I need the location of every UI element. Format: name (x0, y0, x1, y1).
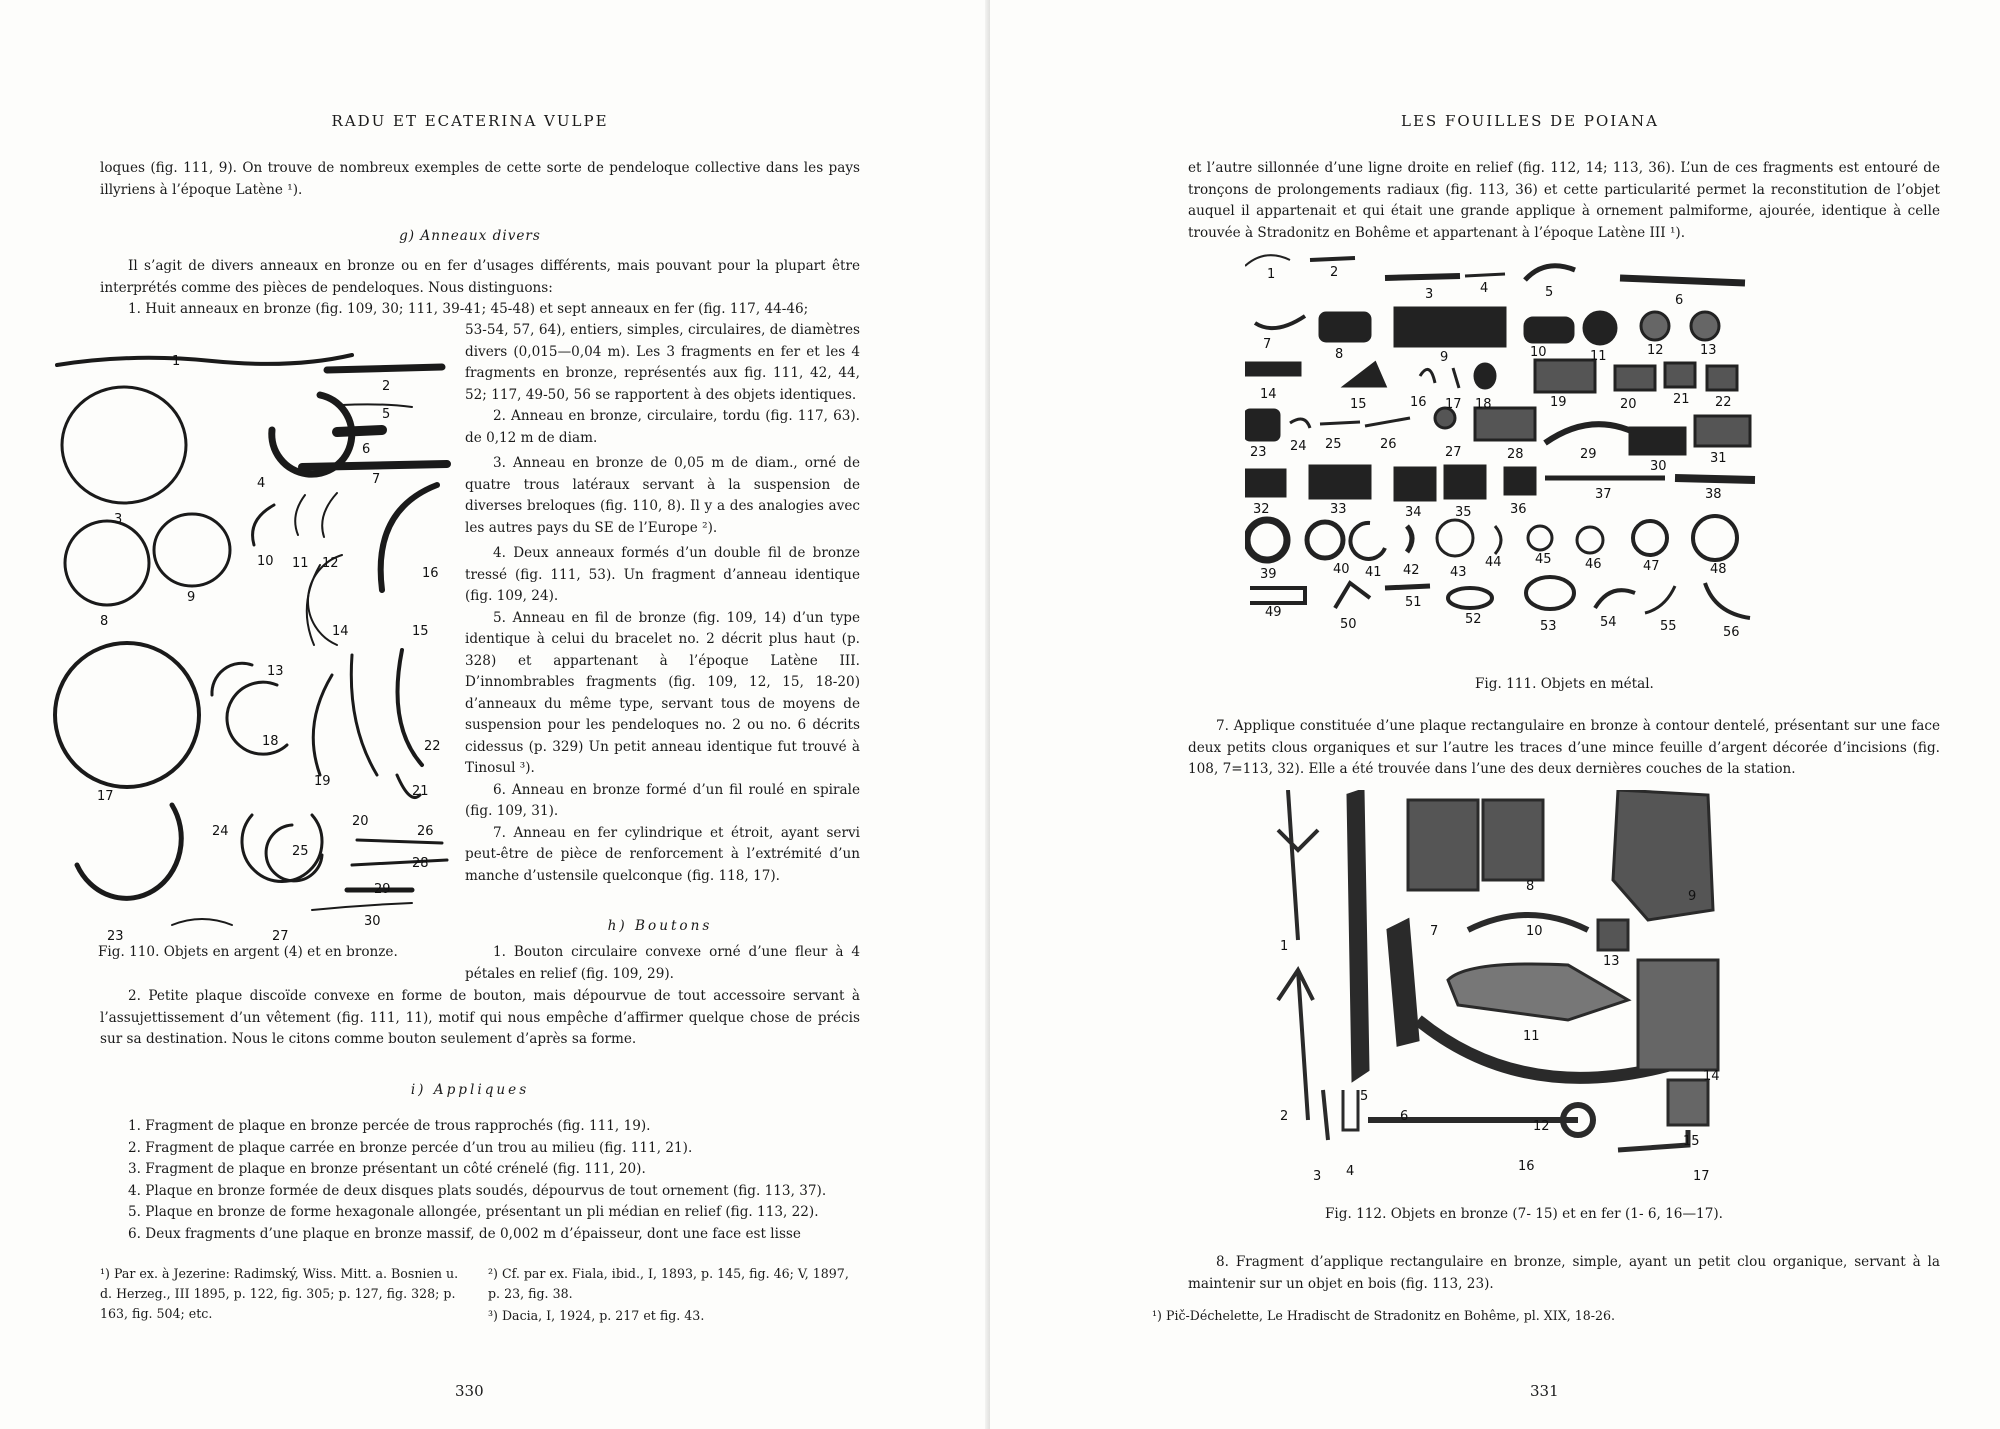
fig111-label: 26 (1380, 437, 1397, 452)
fig111-object-42 (1407, 526, 1412, 552)
fig110-label: 29 (374, 882, 391, 897)
fig112-object-5 (1348, 790, 1368, 1080)
fig110-labels (97, 354, 441, 944)
i-item-2: 2. Fragment de plaque carrée en bronze percée d’un trou au milieu (fig. 111, 21). (128, 1139, 693, 1156)
h-item-1-block (465, 942, 860, 985)
fig110-label: 28 (412, 856, 429, 871)
fig110-object-11 (295, 495, 305, 535)
fig111-label: 47 (1643, 559, 1660, 574)
fig111-label: 20 (1620, 397, 1637, 412)
fig111-label: 34 (1405, 505, 1422, 520)
fig112-object-9 (1613, 790, 1713, 920)
left-intro-text: loques (fig. 111, 9). On trouve de nombreux exemples de cette sorte de pendeloque collective dans les pays illyriens à l’époque Latène ¹). (100, 160, 860, 198)
right-item-7-block (1188, 716, 1940, 781)
fig111-caption: Fig. 111. Objets en métal. (1475, 676, 1654, 692)
fig111-object-46 (1577, 527, 1603, 553)
fig111-object-2 (1310, 258, 1355, 260)
fig111-label: 53 (1540, 619, 1557, 634)
fig110-object-17 (55, 643, 199, 787)
fig111-object-51 (1385, 586, 1430, 588)
fig111-object-36 (1505, 468, 1535, 494)
fig112-object-1 (1278, 790, 1318, 940)
fig111-label: 48 (1710, 562, 1727, 577)
left-footnote-1: ¹) Par ex. à Jezerine: Radimský, Wiss. Mitt. a. Bosnien u. d. Herzeg., III 1895, p. 122, fig. 305; p. 127, fig. 328; p. 163, fig. 504; etc. (100, 1266, 459, 1321)
fig111-label: 1 (1267, 267, 1276, 282)
fig111-label: 12 (1647, 343, 1664, 358)
fig111-label: 40 (1333, 562, 1350, 577)
fig110-object-26 (357, 840, 442, 843)
fig111-object-16 (1420, 369, 1435, 383)
right-item-8: 8. Fragment d’applique rectangulaire en bronze, simple, ayant un petit clou organique, servant à la maintenir sur un objet en bois (fig. 113, 23). (1188, 1254, 1940, 1292)
fig111-object-32 (1245, 470, 1285, 496)
fig112-label: 7 (1430, 924, 1439, 939)
i-item-5: 5. Plaque en bronze de forme hexagonale allongée, présentant un pli médian en relief (fig. 113, 22). (128, 1204, 819, 1220)
fig110-object-30 (312, 903, 412, 910)
fig111-object-13 (1691, 312, 1719, 340)
right-item-7: 7. Applique constituée d’une plaque rectangulaire en bronze à contour dentelé, présentant sur une face deux petits clous organiques et sur l’autre les traces d’une mince feuille d’argent décorée d’incisions (fig. 108, 7=113, 32). Elle a été trouvée dans l’une des deux dernières couches de la station. (1188, 718, 1940, 777)
fig112-object-8 (1483, 800, 1543, 880)
fig111-object-24 (1290, 419, 1310, 428)
fig111-label: 4 (1480, 281, 1489, 296)
fig112-label: 13 (1603, 954, 1620, 969)
fig112-label: 11 (1523, 1029, 1540, 1044)
i-item-4: 4. Plaque en bronze formée de deux disques plats soudés, dépourvus de tout ornement (fig. 113, 37). (128, 1182, 827, 1199)
fig111-object-14 (1245, 363, 1300, 375)
fig110-object-27 (172, 919, 232, 925)
fig111-label: 11 (1590, 349, 1607, 364)
fig110-caption: Fig. 110. Objets en argent (4) et en bronze. (98, 944, 398, 960)
fig111-object-12 (1641, 312, 1669, 340)
fig112-object-14 (1638, 960, 1718, 1070)
fig110-label: 2 (382, 379, 391, 394)
fig111-label: 36 (1510, 502, 1527, 517)
i-item-3: 3. Fragment de plaque en bronze présentant un côté crénelé (fig. 111, 20). (128, 1161, 646, 1177)
fig111-label: 24 (1290, 439, 1307, 454)
fig111-label: 10 (1530, 345, 1547, 360)
right-footnote-1: ¹) Pič-Déchelette, Le Hradischt de Stradonitz en Bohême, pl. XIX, 18-26. (1152, 1308, 1616, 1323)
fig111-object-33 (1310, 466, 1370, 498)
fig111-label: 27 (1445, 445, 1462, 460)
fig112-label: 12 (1533, 1119, 1550, 1134)
g-item-1-cont: 53-54, 57, 64), entiers, simples, circulaires, de diamètres divers (0,015—0,04 m). Les 3 fragments en fer et les 4 fragments en bronze, représentés aux fig. 111, 42, 44, 52; 117, 49-50, 56 se rapportent à des objets identiques. (465, 322, 860, 403)
fig111-object-20 (1615, 366, 1655, 390)
fig111-object-18 (1475, 364, 1495, 388)
i-item-1: 1. Fragment de plaque en bronze percée de trous rapprochés (fig. 111, 19). (128, 1118, 651, 1134)
fig111-label: 25 (1325, 437, 1342, 452)
fig110-label: 20 (352, 814, 369, 829)
fig110-label: 25 (292, 844, 309, 859)
fig111-object-5 (1525, 266, 1575, 280)
fig111-label: 32 (1253, 502, 1270, 517)
fig111-object-6 (1620, 278, 1745, 283)
fig111-object-35 (1445, 466, 1485, 498)
fig111-object-50 (1335, 583, 1370, 608)
right-intro-paragraph (1188, 158, 1940, 244)
fig111-object-31 (1695, 416, 1750, 446)
fig111-object-48 (1693, 516, 1737, 560)
fig111-label: 50 (1340, 617, 1357, 632)
fig111-object-54 (1595, 590, 1635, 608)
fig111-label: 49 (1265, 605, 1282, 620)
g-item-4: 4. Deux anneaux formés d’un double fil de bronze tressé (fig. 111, 53). Un fragment d’anneau identique (fig. 109, 24). (465, 545, 860, 604)
fig110-object-28 (352, 860, 447, 865)
fig112-object-11 (1448, 964, 1628, 1020)
figure-111-plate (1245, 248, 1765, 668)
fig111-label: 41 (1365, 565, 1382, 580)
fig111-label: 51 (1405, 595, 1422, 610)
fig111-label: 56 (1723, 625, 1740, 640)
fig111-label: 54 (1600, 615, 1617, 630)
fig112-label: 17 (1693, 1169, 1710, 1184)
fig110-label: 22 (424, 739, 441, 754)
right-running-head: LES FOUILLES DE POIANA (1401, 112, 1659, 130)
fig111-label: 31 (1710, 451, 1727, 466)
fig111-label: 55 (1660, 619, 1677, 634)
fig111-object-45 (1528, 526, 1552, 550)
fig110-label: 21 (412, 784, 429, 799)
fig111-object-8 (1320, 313, 1370, 341)
fig111-label: 6 (1675, 293, 1684, 308)
fig110-label: 19 (314, 774, 331, 789)
fig111-label: 45 (1535, 552, 1552, 567)
fig111-object-53 (1526, 577, 1574, 609)
fig111-object-11 (1584, 312, 1616, 344)
fig112-label: 16 (1518, 1159, 1535, 1174)
fig110-label: 24 (212, 824, 229, 839)
fig112-label: 15 (1683, 1134, 1700, 1149)
fig111-object-55 (1645, 586, 1675, 613)
fig110-label: 8 (100, 614, 109, 629)
fig111-label: 46 (1585, 557, 1602, 572)
fig111-label: 22 (1715, 395, 1732, 410)
g-item-1-start: 1. Huit anneaux en bronze (fig. 109, 30; 111, 39-41; 45-48) et sept anneaux en fer (fig. 117, 44-46; (128, 301, 809, 317)
fig110-object-5 (342, 404, 412, 407)
fig112-object-2 (1278, 970, 1313, 1120)
fig110-object-3 (62, 387, 186, 503)
fig111-object-3 (1385, 276, 1460, 278)
fig110-label: 16 (422, 566, 439, 581)
fig110-label: 1 (172, 354, 181, 369)
fig110-label: 12 (322, 556, 339, 571)
fig111-object-38 (1675, 478, 1755, 480)
h-item-2-block (100, 986, 860, 1051)
fig110-object-24 (242, 815, 322, 881)
fig110-label: 17 (97, 789, 114, 804)
fig111-object-10 (1525, 318, 1573, 342)
fig111-label: 43 (1450, 565, 1467, 580)
fig112-object-6 (1388, 920, 1418, 1045)
fig110-label: 13 (267, 664, 284, 679)
section-h-title: h) Boutons (607, 918, 713, 934)
fig110-object-9 (154, 514, 230, 586)
fig111-label: 15 (1350, 397, 1367, 412)
g-item-2: 2. Anneau en bronze, circulaire, tordu (fig. 117, 63). de 0,12 m de diam. (465, 408, 860, 446)
fig111-label: 2 (1330, 265, 1339, 280)
fig110-label: 5 (382, 407, 391, 422)
fig110-label: 10 (257, 554, 274, 569)
fig111-label: 21 (1673, 392, 1690, 407)
fig110-label: 7 (372, 472, 381, 487)
fig112-object-3 (1323, 1090, 1328, 1140)
fig111-object-44 (1495, 526, 1501, 554)
fig111-label: 8 (1335, 347, 1344, 362)
fig110-label: 27 (272, 929, 289, 944)
right-page (990, 0, 2000, 1429)
left-page (0, 0, 990, 1429)
fig111-label: 13 (1700, 343, 1717, 358)
fig111-object-25 (1320, 422, 1360, 424)
fig111-object-22 (1707, 366, 1737, 390)
fig112-object-7 (1408, 800, 1478, 890)
fig111-label: 5 (1545, 285, 1554, 300)
fig112-label: 3 (1313, 1169, 1322, 1184)
fig110-object-20 (351, 655, 377, 775)
left-running-head: RADU ET ECATERINA VULPE (331, 112, 609, 130)
fig111-object-1 (1245, 255, 1290, 266)
fig111-label: 16 (1410, 395, 1427, 410)
fig110-object-6 (337, 430, 382, 432)
fig110-object-13 (212, 663, 252, 695)
fig111-object-47 (1633, 521, 1667, 555)
fig111-label: 29 (1580, 447, 1597, 462)
h-item-2: 2. Petite plaque discoïde convexe en forme de bouton, mais dépourvue de tout accessoire servant à l’assujettissement d’un vêtement (fig. 111, 11), motif qui nous empêche d’affirmer quelque chose de précis sur sa destination. Nous le citons comme bouton seulement d’après sa forme. (100, 988, 860, 1047)
fig111-label: 3 (1425, 287, 1434, 302)
fig111-object-34 (1395, 468, 1435, 500)
section-i-list (100, 1116, 860, 1245)
fig110-label: 15 (412, 624, 429, 639)
g-item-7: 7. Anneau en fer cylindrique et étroit, ayant servi peut-être de pièce de renforcement à l’extrémité d’un manche d’ustensile quelconque (fig. 118, 17). (465, 824, 860, 884)
fig111-object-43 (1437, 520, 1473, 556)
figure-112-plate (1268, 790, 1728, 1200)
figure-110-plate (52, 345, 452, 945)
left-intro-paragraph (100, 158, 860, 201)
fig111-label: 44 (1485, 555, 1502, 570)
fig111-object-49 (1250, 588, 1305, 603)
fig110-label: 3 (114, 512, 123, 527)
fig111-object-39 (1247, 520, 1287, 560)
fig111-label: 17 (1445, 397, 1462, 412)
fig111-label: 18 (1475, 397, 1492, 412)
fig111-object-4 (1465, 274, 1505, 276)
left-footnote-2: ²) Cf. par ex. Fiala, ibid., I, 1893, p. 145, fig. 46; V, 1897, p. 23, fig. 38. (488, 1266, 849, 1301)
fig111-object-56 (1705, 583, 1750, 618)
fig110-object-7 (302, 464, 447, 467)
fig112-object-15 (1668, 1080, 1708, 1125)
fig111-object-21 (1665, 363, 1695, 387)
i-item-6: 6. Deux fragments d’une plaque en bronze massif, de 0,002 m d’épaisseur, dont une face est lisse (128, 1225, 801, 1242)
fig111-label: 37 (1595, 487, 1612, 502)
fig111-object-23 (1245, 410, 1279, 440)
g-item-5: 5. Anneau en fil de bronze (fig. 109, 14) d’un type identique à celui du bracelet no. 2 décrit plus haut (p. 328) et appartenant à l’époque Latène III. D’innombrables fragments (fig. 109, 12, 15, 18-20) d’anneaux du même type, servant tous de moyens de suspension pour les pendeloques no. 2 ou no. 6 décrits cidessus (p. 329) Un petit anneau identique fut trouvé à Tinosul ³). (465, 609, 860, 776)
fig112-object-13 (1598, 920, 1628, 950)
fig110-label: 26 (417, 824, 434, 839)
fig112-label: 10 (1526, 924, 1543, 939)
section-g-items-column (465, 320, 860, 887)
fig111-label: 38 (1705, 487, 1722, 502)
fig111-label: 19 (1550, 395, 1567, 410)
fig112-label: 9 (1688, 889, 1697, 904)
fig111-label: 23 (1250, 445, 1267, 460)
fig110-object-23 (77, 805, 181, 898)
fig110-label: 11 (292, 556, 309, 571)
fig111-label: 9 (1440, 350, 1449, 365)
fig111-object-19 (1535, 360, 1595, 392)
right-page-number: 331 (1530, 1382, 1559, 1400)
fig111-object-41 (1350, 523, 1385, 559)
fig112-label: 8 (1526, 879, 1535, 894)
fig111-object-26 (1365, 418, 1410, 426)
fig112-label: 1 (1280, 939, 1289, 954)
g-item-6: 6. Anneau en bronze formé d’un fil roulé en spirale (fig. 109, 31). (465, 781, 860, 819)
fig111-object-15 (1345, 363, 1385, 386)
fig110-object-2 (327, 367, 442, 370)
fig110-label: 18 (262, 734, 279, 749)
left-footnote-3: ³) Dacia, I, 1924, p. 217 et fig. 43. (488, 1308, 705, 1323)
fig110-object-19 (313, 675, 332, 775)
fig112-object-4 (1343, 1090, 1358, 1130)
g-item-3: 3. Anneau en bronze de 0,05 m de diam., orné de quatre trous latéraux servant à la suspension de diverses breloques (fig. 110, 8). Il y a des analogies avec les autres pays du SE de l’Europe ²). (465, 455, 860, 536)
fig112-object-17 (1618, 1130, 1688, 1150)
left-page-number: 330 (455, 1382, 484, 1400)
fig111-label: 28 (1507, 447, 1524, 462)
fig110-label: 9 (187, 590, 196, 605)
fig112-label: 14 (1703, 1069, 1720, 1084)
fig111-object-9 (1395, 308, 1505, 346)
section-g-title: g) Anneaux divers (399, 228, 541, 244)
fig110-object-12 (322, 493, 337, 537)
fig111-label: 42 (1403, 563, 1420, 578)
fig111-object-17 (1453, 368, 1459, 388)
fig111-object-28 (1475, 408, 1535, 440)
fig110-object-22 (398, 650, 423, 765)
h-item-1: 1. Bouton circulaire convexe orné d’une fleur à 4 pétales en relief (fig. 109, 29). (465, 944, 860, 982)
fig110-object-1 (57, 355, 352, 365)
fig112-label: 6 (1400, 1109, 1409, 1124)
fig111-label: 7 (1263, 337, 1272, 352)
fig111-label: 52 (1465, 612, 1482, 627)
fig110-label: 4 (257, 476, 266, 491)
fig112-label: 5 (1360, 1089, 1369, 1104)
fig111-object-40 (1307, 522, 1343, 558)
right-item-8-block (1188, 1252, 1940, 1295)
fig112-caption: Fig. 112. Objets en bronze (7- 15) et en fer (1- 6, 16—17). (1325, 1206, 1723, 1222)
fig112-label: 2 (1280, 1109, 1289, 1124)
section-g-intro-block (100, 256, 860, 321)
fig111-label: 39 (1260, 567, 1277, 582)
fig110-label: 30 (364, 914, 381, 929)
fig110-label: 23 (107, 929, 124, 944)
section-g-intro: Il s’agit de divers anneaux en bronze ou en fer d’usages différents, mais pouvant pour la plupart être interprétés comme des pièces de pendeloques. Nous distinguons: (100, 258, 860, 296)
fig110-label: 14 (332, 624, 349, 639)
fig111-object-52 (1448, 588, 1492, 608)
fig111-object-7 (1255, 316, 1305, 328)
fig111-label: 30 (1650, 459, 1667, 474)
fig110-object-8 (65, 521, 149, 605)
right-intro-text: et l’autre sillonnée d’une ligne droite en relief (fig. 112, 14; 113, 36). L’un de ces fragments est entouré de tronçons de prolongements radiaux (fig. 113, 36) et cette particularité permet la reconstitution de l’objet auquel il appartenait et qui était une grande applique à ornement palmiforme, ajourée, identique à celle trouvée à Stradonitz en Bohême et appartenant à l’époque Latène III ¹). (1188, 160, 1940, 241)
fig111-label: 14 (1260, 387, 1277, 402)
fig110-object-10 (253, 505, 274, 545)
fig112-label: 4 (1346, 1164, 1355, 1179)
fig111-label: 33 (1330, 502, 1347, 517)
fig111-object-30 (1630, 428, 1685, 454)
fig111-label: 35 (1455, 505, 1472, 520)
section-i-title: i) Appliques (410, 1082, 530, 1098)
fig110-label: 6 (362, 442, 371, 457)
